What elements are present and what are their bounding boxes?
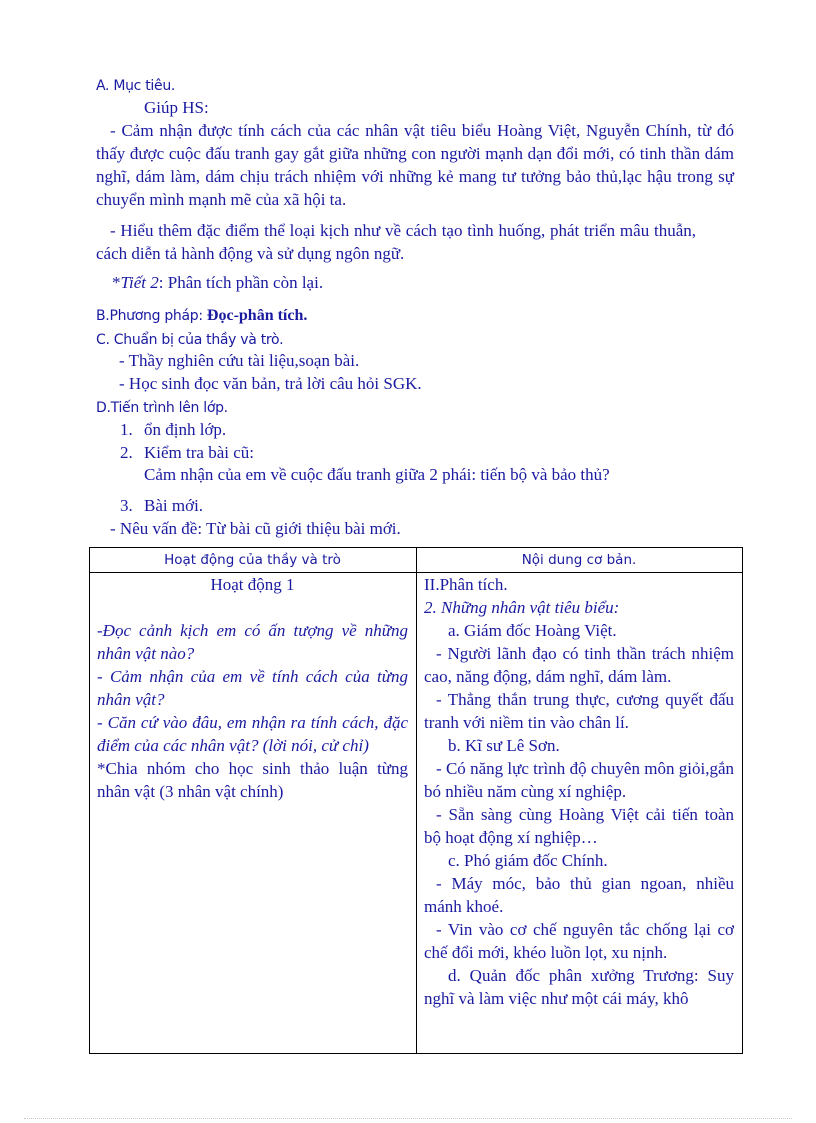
section-a-heading: A. Mục tiêu. bbox=[96, 78, 176, 94]
section-d-heading: D.Tiến trình lên lớp. bbox=[96, 400, 228, 416]
activity-question-1: -Đọc cảnh kịch em có ấn tượng về những nhân vật nào? bbox=[97, 621, 408, 663]
character-c-point-1: - Máy móc, bảo thủ gian ngoan, nhiều mánh khoé. bbox=[424, 874, 734, 916]
prep-item-1: - Thầy nghiên cứu tài liệu,soạn bài. bbox=[119, 351, 360, 370]
lesson-line bbox=[112, 272, 323, 294]
step-1-text: ổn định lớp. bbox=[144, 420, 227, 439]
step-2 bbox=[120, 442, 254, 464]
character-c-point-2: - Vin vào cơ chế nguyên tắc chống lại cơ chế đổi mới, khéo luồn lọt, xu nịnh. bbox=[424, 920, 734, 962]
character-b-point-1: - Có năng lực trình độ chuyên môn giỏi,gắn bó nhiều năm cùng xí nghiệp. bbox=[424, 759, 734, 801]
column-header-content: Nội dung cơ bản. bbox=[417, 548, 743, 573]
content-subheading: 2. Những nhân vật tiêu biểu: bbox=[424, 598, 620, 617]
activity-cell bbox=[90, 573, 417, 1054]
section-c-heading: C. Chuẩn bị của thầy và trò. bbox=[96, 332, 284, 348]
step-2-question: Cảm nhận của em về cuộc đấu tranh giữa 2 phái: tiến bộ và bảo thủ? bbox=[144, 465, 610, 484]
lesson-italic: Tiết 2 bbox=[120, 273, 159, 292]
content-heading: II.Phân tích. bbox=[424, 575, 508, 594]
goal-paragraph-2: - Hiểu thêm đặc điểm thể loại kịch như về cách tạo tình huống, phát triển mâu thuẫn, cách diễn tả hành động và sử dụng ngôn ngữ. bbox=[96, 221, 696, 263]
character-a-point-1: - Người lãnh đạo có tinh thần trách nhiệm cao, năng động, dám nghĩ, dám làm. bbox=[424, 644, 734, 686]
content-cell bbox=[417, 573, 743, 1054]
step-1 bbox=[120, 419, 226, 441]
table-row bbox=[90, 573, 743, 1054]
section-b-line bbox=[96, 304, 307, 327]
help-label: Giúp HS: bbox=[144, 98, 209, 117]
activity-task: *Chia nhóm cho học sinh thảo luận từng nhân vật (3 nhân vật chính) bbox=[97, 759, 408, 801]
goal-paragraph-1: - Cảm nhận được tính cách của các nhân vật tiêu biểu Hoàng Việt, Nguyễn Chính, từ đó thấy được cuộc đấu tranh gay gắt giữa những con người mạnh dạn đổi mới, có tinh thần dám nghĩ, dám làm, dám chịu trách nhiệm với những kẻ mang tư tưởng bảo thủ,lạc hậu trong sự chuyển mình mạnh mẽ của xã hội ta. bbox=[96, 121, 734, 209]
character-d-text: d. Quản đốc phân xưởng Trương: Suy nghĩ và làm việc như một cái máy, khô bbox=[424, 966, 734, 1008]
character-b-title: b. Kĩ sư Lê Sơn. bbox=[448, 736, 560, 755]
activity-title: Hoạt động 1 bbox=[210, 575, 295, 594]
column-header-activities: Hoạt động của thầy và trò bbox=[90, 548, 417, 573]
step-2-text: Kiểm tra bài cũ: bbox=[144, 443, 254, 462]
character-a-point-2: - Thẳng thắn trung thực, cương quyết đấu tranh với niềm tin vào chân lí. bbox=[424, 690, 734, 732]
activity-question-2: - Cảm nhận của em về tính cách của từng nhân vật? bbox=[97, 667, 408, 709]
section-b-heading: B.Phương pháp: bbox=[96, 308, 207, 324]
intro-line: - Nêu vấn đề: Từ bài cũ giới thiệu bài mới. bbox=[110, 519, 401, 538]
prep-item-2: - Học sinh đọc văn bản, trả lời câu hỏi SGK. bbox=[119, 374, 422, 393]
step-3 bbox=[120, 495, 203, 517]
step-2-number: 2. bbox=[120, 443, 133, 462]
character-a-title: a. Giám đốc Hoàng Việt. bbox=[448, 621, 617, 640]
character-b-point-2: - Sẵn sàng cùng Hoàng Việt cải tiến toàn bộ hoạt động xí nghiệp… bbox=[424, 805, 734, 847]
step-1-number: 1. bbox=[120, 420, 133, 439]
step-3-number: 3. bbox=[120, 496, 133, 515]
activity-question-3: - Căn cứ vào đâu, em nhận ra tính cách, đặc điểm của các nhân vật? (lời nói, cử chỉ) bbox=[97, 713, 408, 755]
character-c-title: c. Phó giám đốc Chính. bbox=[448, 851, 608, 870]
page-footer-divider bbox=[24, 1118, 792, 1119]
lesson-plan-table bbox=[89, 547, 743, 1054]
lesson-rest: : Phân tích phần còn lại. bbox=[158, 273, 324, 292]
step-3-text: Bài mới. bbox=[144, 496, 204, 515]
lesson-prefix: * bbox=[112, 273, 121, 292]
section-b-method: Đọc-phân tích. bbox=[206, 307, 308, 324]
table-header-row bbox=[90, 548, 743, 573]
